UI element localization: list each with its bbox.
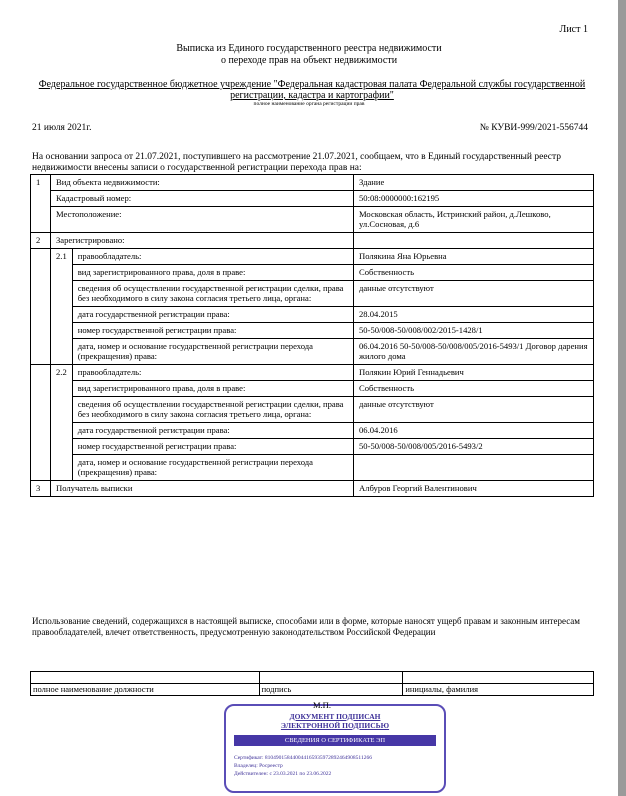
cell-value: 06.04.2016 50-50/008-50/008/005/2016-5493/1 Договор дарения жилого дома	[354, 339, 594, 365]
cell-label: Получатель выписки	[51, 481, 354, 497]
table-row	[31, 281, 594, 307]
cell-value: Здание	[354, 175, 594, 191]
table-row	[31, 207, 594, 233]
signature-table	[30, 671, 594, 696]
cell-label: дата государственной регистрации права:	[72, 307, 353, 323]
position-label: полное наименование должности	[31, 684, 260, 696]
org-line-1: Федеральное государственное бюджетное учреждение "Федеральная кадастровая палата Федеральной службы государственной	[38, 79, 586, 90]
table-row	[31, 323, 594, 339]
cell-label: Зарегистрировано:	[51, 233, 354, 249]
cell-label: правообладатель:	[72, 249, 353, 265]
cell-value: 50-50/008-50/008/002/2015-1428/1	[354, 323, 594, 339]
spacer-cell	[31, 249, 51, 365]
initials-label: инициалы, фамилия	[403, 684, 594, 696]
document-date: 21 июля 2021г.	[32, 123, 92, 133]
table-row	[31, 249, 594, 265]
signature-blank	[259, 672, 403, 684]
spacer-cell	[31, 365, 51, 481]
table-row	[31, 265, 594, 281]
cell-value	[354, 455, 594, 481]
table-row	[31, 233, 594, 249]
cell-value: данные отсутствуют	[354, 397, 594, 423]
sheet-number: Лист 1	[559, 24, 588, 35]
cell-label: Вид объекта недвижимости:	[51, 175, 354, 191]
signature-label-row	[31, 684, 594, 696]
table-row	[31, 381, 594, 397]
cell-value: Собственность	[354, 381, 594, 397]
position-blank	[31, 672, 260, 684]
cell-label: номер государственной регистрации права:	[72, 439, 353, 455]
cell-label: вид зарегистрированного права, доля в праве:	[72, 381, 353, 397]
document-number: № КУВИ-999/2021-556744	[479, 123, 588, 133]
cell-value: 06.04.2016	[354, 423, 594, 439]
organization-name	[36, 79, 588, 101]
cell-label: номер государственной регистрации права:	[72, 323, 353, 339]
cell-label: Кадастровый номер:	[51, 191, 354, 207]
cell-value: 50-50/008-50/008/005/2016-5493/2	[354, 439, 594, 455]
cell-value: Албуров Георгий Валентинович	[354, 481, 594, 497]
table-row	[31, 191, 594, 207]
signature-blank-row	[31, 672, 594, 684]
cell-label: сведения об осуществлении государственной регистрации сделки, права без необходимого в силу закона согласия третьего лица, органа:	[72, 281, 353, 307]
table-row	[31, 339, 594, 365]
liability-notice: Использование сведений, содержащихся в настоящей выписке, способами или в форме, которые наносят ущерб правам и законным интересам правообладателей, влечет ответственность, предусмотренную законодательством Российской Федерации	[32, 616, 580, 637]
intro-text: На основании запроса от 21.07.2021, поступившего на рассмотрение 21.07.2021, сообщаем, что в Единый государственный реестр недвижимости внесены записи о государственной регистрации перехода прав на:	[32, 152, 562, 173]
cell-label: вид зарегистрированного права, доля в праве:	[72, 265, 353, 281]
table-row	[31, 455, 594, 481]
stamp-owner: Владелец: Росреестр	[234, 763, 283, 769]
stamp-certificate: Сертификат: 810490158440044165935972892464908511266	[234, 755, 372, 761]
table-row	[31, 365, 594, 381]
organization-caption: полное наименование органа регистрации прав	[253, 101, 365, 107]
cell-value: 28.04.2015	[354, 307, 594, 323]
cell-value: Собственность	[354, 265, 594, 281]
signature-label: подпись	[259, 684, 403, 696]
table-row	[31, 423, 594, 439]
stamp-title-line-2: ЭЛЕКТРОННОЙ ПОДПИСЬЮ	[280, 721, 390, 730]
stamp-certificate-bar: СВЕДЕНИЯ О СЕРТИФИКАТЕ ЭП	[234, 735, 436, 746]
cell-label: сведения об осуществлении государственной регистрации сделки, права без необходимого в силу закона согласия третьего лица, органа:	[72, 397, 353, 423]
table-row	[31, 175, 594, 191]
row-number: 1	[31, 175, 51, 233]
title-line-2: о переходе прав на объект недвижимости	[220, 55, 398, 66]
cell-value: данные отсутствуют	[354, 281, 594, 307]
cell-value: Московская область, Истринский район, д.Лешково, ул.Сосновая, д.6	[354, 207, 594, 233]
row-number: 2	[31, 233, 51, 249]
stamp-title	[226, 712, 444, 730]
cell-label: Местоположение:	[51, 207, 354, 233]
sub-number: 2.2	[51, 365, 73, 481]
electronic-signature-stamp	[224, 704, 446, 793]
cell-label: дата, номер и основание государственной регистрации перехода (прекращения) права:	[72, 339, 353, 365]
cell-label: дата, номер и основание государственной регистрации перехода (прекращения) права:	[72, 455, 353, 481]
title-line-1: Выписка из Единого государственного реестра недвижимости	[176, 43, 442, 54]
stamp-title-line-1: ДОКУМЕНТ ПОДПИСАН	[289, 712, 381, 721]
table-row	[31, 481, 594, 497]
document-title	[0, 43, 618, 67]
table-row	[31, 439, 594, 455]
records-table	[30, 174, 594, 497]
initials-blank	[403, 672, 594, 684]
cell-value: 50:08:0000000:162195	[354, 191, 594, 207]
cell-label: правообладатель:	[72, 365, 353, 381]
cell-value: Полякин Юрий Геннадьевич	[354, 365, 594, 381]
table-row	[31, 397, 594, 423]
stamp-validity: Действителен: с 23.03.2021 по 23.06.2022	[234, 771, 332, 777]
sub-number: 2.1	[51, 249, 73, 365]
seal-place-label: М.П.	[313, 700, 331, 710]
cell-value	[354, 233, 594, 249]
cell-value: Полякина Яна Юрьевна	[354, 249, 594, 265]
row-number: 3	[31, 481, 51, 497]
table-row	[31, 307, 594, 323]
org-line-2: регистрации, кадастра и картографии"	[230, 90, 394, 101]
cell-label: дата государственной регистрации права:	[72, 423, 353, 439]
